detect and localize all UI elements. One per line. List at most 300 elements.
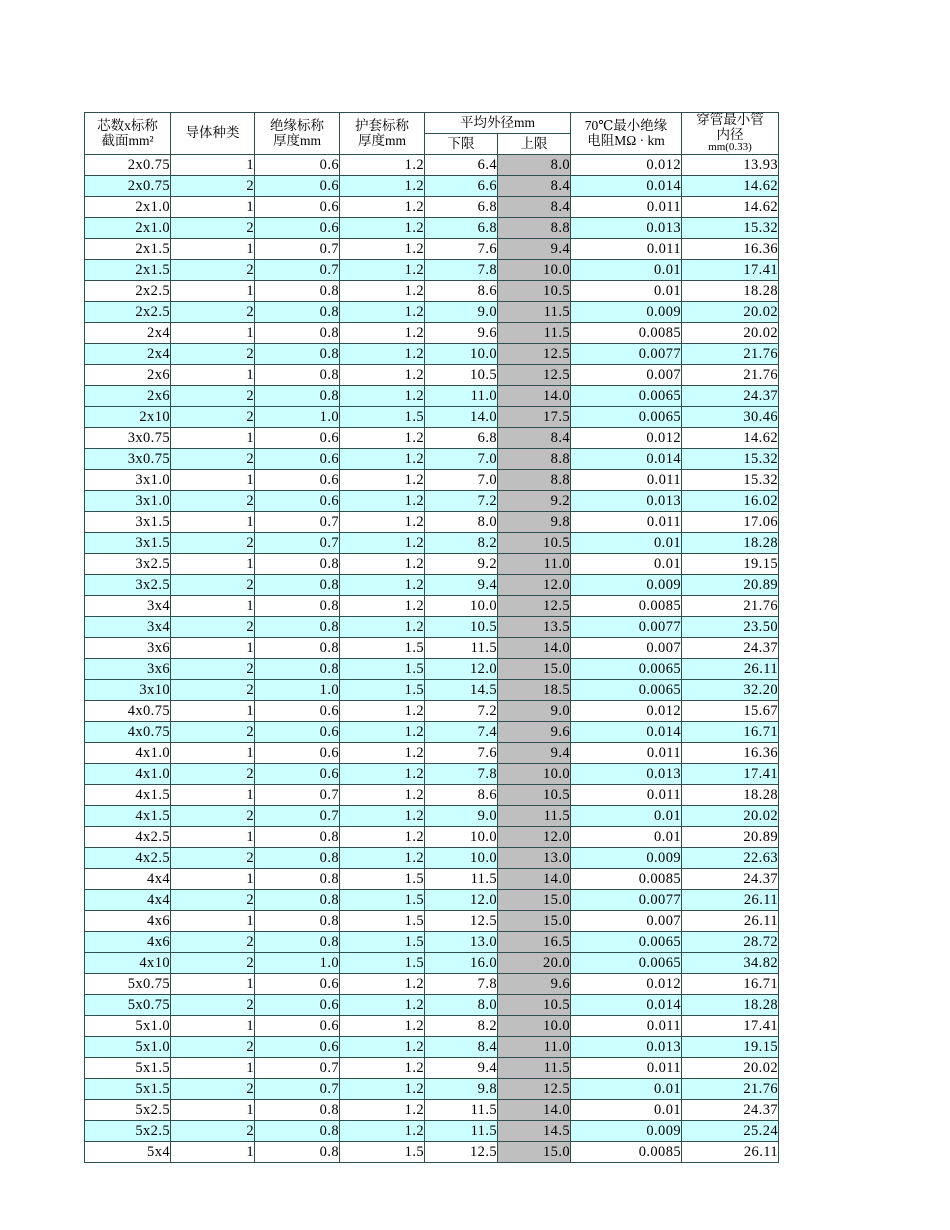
cell-conductor-type[interactable]: 2	[171, 1121, 255, 1142]
table-row[interactable]	[85, 260, 779, 281]
cell-diameter-lower[interactable]: 7.6	[425, 239, 498, 260]
cell-insulation-resistance[interactable]: 0.007	[571, 911, 682, 932]
cell-pipe-inner-diameter[interactable]: 34.82	[682, 953, 779, 974]
cell-insulation-thickness[interactable]: 0.7	[255, 1058, 340, 1079]
cell-pipe-inner-diameter[interactable]: 26.11	[682, 659, 779, 680]
cell-conductor-type[interactable]: 2	[171, 806, 255, 827]
cell-insulation-resistance[interactable]: 0.011	[571, 1016, 682, 1037]
cell-conductor-type[interactable]: 2	[171, 218, 255, 239]
cell-insulation-resistance[interactable]: 0.014	[571, 995, 682, 1016]
table-row[interactable]	[85, 722, 779, 743]
cell-conductor-type[interactable]: 1	[171, 197, 255, 218]
cell-sheath-thickness[interactable]: 1.2	[340, 470, 425, 491]
table-row[interactable]	[85, 911, 779, 932]
cell-sheath-thickness[interactable]: 1.2	[340, 491, 425, 512]
cell-conductor-type[interactable]: 2	[171, 176, 255, 197]
cell-diameter-upper[interactable]: 10.5	[498, 281, 571, 302]
cell-spec[interactable]: 2x2.5	[85, 281, 171, 302]
cell-conductor-type[interactable]: 1	[171, 869, 255, 890]
cell-diameter-upper[interactable]: 15.0	[498, 1142, 571, 1163]
cell-diameter-lower[interactable]: 8.2	[425, 1016, 498, 1037]
cell-diameter-lower[interactable]: 7.2	[425, 491, 498, 512]
cell-conductor-type[interactable]: 2	[171, 1037, 255, 1058]
cell-diameter-upper[interactable]: 15.0	[498, 659, 571, 680]
cell-diameter-upper[interactable]: 11.5	[498, 1058, 571, 1079]
cell-insulation-thickness[interactable]: 0.7	[255, 806, 340, 827]
cell-diameter-upper[interactable]: 11.5	[498, 806, 571, 827]
cell-insulation-thickness[interactable]: 0.8	[255, 911, 340, 932]
cell-insulation-resistance[interactable]: 0.0065	[571, 932, 682, 953]
cell-conductor-type[interactable]: 1	[171, 827, 255, 848]
cell-insulation-thickness[interactable]: 0.6	[255, 995, 340, 1016]
cell-insulation-resistance[interactable]: 0.009	[571, 302, 682, 323]
cell-insulation-resistance[interactable]: 0.0065	[571, 680, 682, 701]
cell-conductor-type[interactable]: 2	[171, 344, 255, 365]
cell-diameter-upper[interactable]: 9.6	[498, 974, 571, 995]
cell-insulation-resistance[interactable]: 0.009	[571, 575, 682, 596]
cell-spec[interactable]: 4x2.5	[85, 827, 171, 848]
cell-sheath-thickness[interactable]: 1.2	[340, 743, 425, 764]
cell-insulation-resistance[interactable]: 0.0085	[571, 869, 682, 890]
cell-pipe-inner-diameter[interactable]: 21.76	[682, 365, 779, 386]
cell-spec[interactable]: 5x1.0	[85, 1037, 171, 1058]
cell-insulation-thickness[interactable]: 0.6	[255, 764, 340, 785]
cell-insulation-resistance[interactable]: 0.011	[571, 239, 682, 260]
table-row[interactable]	[85, 806, 779, 827]
cell-diameter-lower[interactable]: 7.8	[425, 764, 498, 785]
cell-diameter-upper[interactable]: 13.5	[498, 617, 571, 638]
cell-insulation-resistance[interactable]: 0.0065	[571, 407, 682, 428]
cell-conductor-type[interactable]: 1	[171, 638, 255, 659]
cell-sheath-thickness[interactable]: 1.5	[340, 890, 425, 911]
cell-diameter-lower[interactable]: 9.0	[425, 806, 498, 827]
cell-pipe-inner-diameter[interactable]: 20.02	[682, 323, 779, 344]
cell-spec[interactable]: 4x1.0	[85, 743, 171, 764]
cell-diameter-lower[interactable]: 10.0	[425, 596, 498, 617]
cell-conductor-type[interactable]: 1	[171, 1058, 255, 1079]
cell-insulation-thickness[interactable]: 0.6	[255, 197, 340, 218]
cell-conductor-type[interactable]: 2	[171, 302, 255, 323]
cell-pipe-inner-diameter[interactable]: 20.02	[682, 806, 779, 827]
cell-insulation-thickness[interactable]: 0.8	[255, 365, 340, 386]
cell-diameter-upper[interactable]: 12.5	[498, 1079, 571, 1100]
cell-insulation-resistance[interactable]: 0.012	[571, 974, 682, 995]
cell-diameter-upper[interactable]: 12.5	[498, 344, 571, 365]
table-row[interactable]	[85, 953, 779, 974]
table-row[interactable]	[85, 827, 779, 848]
cell-conductor-type[interactable]: 1	[171, 323, 255, 344]
cell-diameter-upper[interactable]: 10.5	[498, 533, 571, 554]
cell-diameter-lower[interactable]: 10.0	[425, 344, 498, 365]
cell-insulation-resistance[interactable]: 0.0065	[571, 953, 682, 974]
table-row[interactable]	[85, 785, 779, 806]
table-row[interactable]	[85, 659, 779, 680]
cell-pipe-inner-diameter[interactable]: 18.28	[682, 281, 779, 302]
cell-diameter-upper[interactable]: 14.0	[498, 1100, 571, 1121]
cell-spec[interactable]: 3x6	[85, 638, 171, 659]
cell-sheath-thickness[interactable]: 1.5	[340, 1142, 425, 1163]
cell-sheath-thickness[interactable]: 1.2	[340, 302, 425, 323]
cell-diameter-lower[interactable]: 9.8	[425, 1079, 498, 1100]
cell-diameter-upper[interactable]: 9.4	[498, 239, 571, 260]
cell-insulation-thickness[interactable]: 0.6	[255, 743, 340, 764]
cell-insulation-resistance[interactable]: 0.0065	[571, 386, 682, 407]
cell-insulation-thickness[interactable]: 0.8	[255, 932, 340, 953]
cell-diameter-lower[interactable]: 16.0	[425, 953, 498, 974]
cell-spec[interactable]: 3x0.75	[85, 449, 171, 470]
cell-spec[interactable]: 2x10	[85, 407, 171, 428]
cell-spec[interactable]: 2x1.5	[85, 260, 171, 281]
cell-conductor-type[interactable]: 1	[171, 1100, 255, 1121]
cell-diameter-lower[interactable]: 7.4	[425, 722, 498, 743]
cell-sheath-thickness[interactable]: 1.2	[340, 848, 425, 869]
cell-sheath-thickness[interactable]: 1.2	[340, 1058, 425, 1079]
table-row[interactable]	[85, 680, 779, 701]
cell-spec[interactable]: 3x1.0	[85, 470, 171, 491]
cell-insulation-resistance[interactable]: 0.0077	[571, 617, 682, 638]
cell-insulation-thickness[interactable]: 0.8	[255, 554, 340, 575]
cell-insulation-resistance[interactable]: 0.014	[571, 176, 682, 197]
cell-conductor-type[interactable]: 2	[171, 1079, 255, 1100]
cell-pipe-inner-diameter[interactable]: 24.37	[682, 386, 779, 407]
cell-pipe-inner-diameter[interactable]: 16.36	[682, 743, 779, 764]
cell-pipe-inner-diameter[interactable]: 18.28	[682, 533, 779, 554]
table-row[interactable]	[85, 764, 779, 785]
cell-insulation-thickness[interactable]: 0.7	[255, 260, 340, 281]
cell-insulation-resistance[interactable]: 0.0077	[571, 890, 682, 911]
cell-insulation-thickness[interactable]: 0.8	[255, 638, 340, 659]
cell-pipe-inner-diameter[interactable]: 15.32	[682, 218, 779, 239]
cell-diameter-upper[interactable]: 8.8	[498, 449, 571, 470]
cell-pipe-inner-diameter[interactable]: 26.11	[682, 890, 779, 911]
cell-diameter-lower[interactable]: 8.0	[425, 512, 498, 533]
cell-diameter-upper[interactable]: 20.0	[498, 953, 571, 974]
cell-pipe-inner-diameter[interactable]: 20.89	[682, 575, 779, 596]
cell-insulation-thickness[interactable]: 0.8	[255, 344, 340, 365]
table-row[interactable]	[85, 218, 779, 239]
cell-insulation-thickness[interactable]: 0.6	[255, 701, 340, 722]
cell-insulation-thickness[interactable]: 0.8	[255, 323, 340, 344]
cell-insulation-thickness[interactable]: 0.6	[255, 155, 340, 176]
cell-diameter-lower[interactable]: 7.6	[425, 743, 498, 764]
cell-insulation-resistance[interactable]: 0.0065	[571, 659, 682, 680]
cell-insulation-thickness[interactable]: 0.8	[255, 1100, 340, 1121]
cell-insulation-resistance[interactable]: 0.01	[571, 260, 682, 281]
cell-diameter-lower[interactable]: 8.4	[425, 1037, 498, 1058]
cell-sheath-thickness[interactable]: 1.2	[340, 1016, 425, 1037]
cell-sheath-thickness[interactable]: 1.5	[340, 659, 425, 680]
cell-spec[interactable]: 2x1.0	[85, 218, 171, 239]
cell-pipe-inner-diameter[interactable]: 16.71	[682, 722, 779, 743]
cell-spec[interactable]: 5x1.5	[85, 1058, 171, 1079]
cell-conductor-type[interactable]: 1	[171, 155, 255, 176]
cell-conductor-type[interactable]: 2	[171, 533, 255, 554]
cell-diameter-lower[interactable]: 8.0	[425, 995, 498, 1016]
cell-conductor-type[interactable]: 2	[171, 617, 255, 638]
cell-insulation-resistance[interactable]: 0.0077	[571, 344, 682, 365]
cell-conductor-type[interactable]: 2	[171, 260, 255, 281]
cell-insulation-resistance[interactable]: 0.013	[571, 1037, 682, 1058]
cell-insulation-resistance[interactable]: 0.013	[571, 218, 682, 239]
cell-diameter-lower[interactable]: 12.0	[425, 659, 498, 680]
cell-insulation-thickness[interactable]: 1.0	[255, 407, 340, 428]
cell-insulation-resistance[interactable]: 0.013	[571, 491, 682, 512]
cell-pipe-inner-diameter[interactable]: 18.28	[682, 995, 779, 1016]
cell-sheath-thickness[interactable]: 1.2	[340, 1037, 425, 1058]
cell-pipe-inner-diameter[interactable]: 30.46	[682, 407, 779, 428]
cell-insulation-thickness[interactable]: 0.6	[255, 470, 340, 491]
cell-insulation-resistance[interactable]: 0.013	[571, 764, 682, 785]
cell-spec[interactable]: 3x4	[85, 596, 171, 617]
cell-conductor-type[interactable]: 1	[171, 1142, 255, 1163]
cell-diameter-upper[interactable]: 8.4	[498, 176, 571, 197]
cell-diameter-lower[interactable]: 9.4	[425, 1058, 498, 1079]
cell-insulation-resistance[interactable]: 0.0085	[571, 596, 682, 617]
table-row[interactable]	[85, 365, 779, 386]
cell-spec[interactable]: 4x1.5	[85, 785, 171, 806]
table-row[interactable]	[85, 281, 779, 302]
cell-insulation-thickness[interactable]: 0.7	[255, 512, 340, 533]
cell-sheath-thickness[interactable]: 1.2	[340, 974, 425, 995]
table-row[interactable]	[85, 890, 779, 911]
cell-diameter-upper[interactable]: 8.4	[498, 428, 571, 449]
cell-sheath-thickness[interactable]: 1.2	[340, 827, 425, 848]
cell-pipe-inner-diameter[interactable]: 23.50	[682, 617, 779, 638]
cell-spec[interactable]: 4x0.75	[85, 722, 171, 743]
cell-spec[interactable]: 4x6	[85, 911, 171, 932]
cell-sheath-thickness[interactable]: 1.2	[340, 218, 425, 239]
table-row[interactable]	[85, 1121, 779, 1142]
cell-insulation-resistance[interactable]: 0.012	[571, 701, 682, 722]
cell-sheath-thickness[interactable]: 1.5	[340, 407, 425, 428]
cell-spec[interactable]: 4x2.5	[85, 848, 171, 869]
cell-insulation-thickness[interactable]: 0.6	[255, 176, 340, 197]
cell-insulation-thickness[interactable]: 0.7	[255, 533, 340, 554]
table-row[interactable]	[85, 1016, 779, 1037]
table-row[interactable]	[85, 1058, 779, 1079]
table-row[interactable]	[85, 1079, 779, 1100]
cell-sheath-thickness[interactable]: 1.2	[340, 176, 425, 197]
table-row[interactable]	[85, 869, 779, 890]
cell-spec[interactable]: 3x0.75	[85, 428, 171, 449]
cell-pipe-inner-diameter[interactable]: 32.20	[682, 680, 779, 701]
cell-sheath-thickness[interactable]: 1.2	[340, 764, 425, 785]
cell-sheath-thickness[interactable]: 1.2	[340, 785, 425, 806]
cell-diameter-upper[interactable]: 14.0	[498, 638, 571, 659]
cell-insulation-thickness[interactable]: 0.8	[255, 1142, 340, 1163]
cell-insulation-thickness[interactable]: 0.8	[255, 575, 340, 596]
cell-sheath-thickness[interactable]: 1.2	[340, 281, 425, 302]
cell-spec[interactable]: 3x2.5	[85, 554, 171, 575]
cell-diameter-upper[interactable]: 9.2	[498, 491, 571, 512]
cell-spec[interactable]: 5x2.5	[85, 1121, 171, 1142]
cell-sheath-thickness[interactable]: 1.5	[340, 869, 425, 890]
cell-spec[interactable]: 3x10	[85, 680, 171, 701]
cell-diameter-upper[interactable]: 10.0	[498, 1016, 571, 1037]
cell-diameter-lower[interactable]: 9.6	[425, 323, 498, 344]
cell-diameter-lower[interactable]: 14.5	[425, 680, 498, 701]
cell-conductor-type[interactable]: 1	[171, 365, 255, 386]
cell-pipe-inner-diameter[interactable]: 15.32	[682, 449, 779, 470]
cell-diameter-upper[interactable]: 11.0	[498, 1037, 571, 1058]
cell-diameter-lower[interactable]: 8.6	[425, 785, 498, 806]
cell-diameter-lower[interactable]: 11.5	[425, 1100, 498, 1121]
cell-insulation-resistance[interactable]: 0.012	[571, 155, 682, 176]
cell-sheath-thickness[interactable]: 1.2	[340, 575, 425, 596]
cell-insulation-thickness[interactable]: 0.6	[255, 722, 340, 743]
cell-sheath-thickness[interactable]: 1.2	[340, 323, 425, 344]
table-row[interactable]	[85, 512, 779, 533]
table-row[interactable]	[85, 701, 779, 722]
cell-pipe-inner-diameter[interactable]: 20.02	[682, 302, 779, 323]
cell-pipe-inner-diameter[interactable]: 28.72	[682, 932, 779, 953]
cell-sheath-thickness[interactable]: 1.2	[340, 995, 425, 1016]
cell-spec[interactable]: 2x0.75	[85, 176, 171, 197]
cell-sheath-thickness[interactable]: 1.5	[340, 638, 425, 659]
cell-insulation-resistance[interactable]: 0.01	[571, 554, 682, 575]
cell-diameter-upper[interactable]: 9.0	[498, 701, 571, 722]
cell-sheath-thickness[interactable]: 1.2	[340, 155, 425, 176]
cell-diameter-upper[interactable]: 10.0	[498, 764, 571, 785]
cell-diameter-upper[interactable]: 11.0	[498, 554, 571, 575]
cell-diameter-lower[interactable]: 6.8	[425, 428, 498, 449]
cell-conductor-type[interactable]: 1	[171, 701, 255, 722]
table-row[interactable]	[85, 1100, 779, 1121]
cell-diameter-upper[interactable]: 14.0	[498, 386, 571, 407]
cell-pipe-inner-diameter[interactable]: 24.37	[682, 1100, 779, 1121]
cell-pipe-inner-diameter[interactable]: 14.62	[682, 197, 779, 218]
cell-diameter-lower[interactable]: 11.5	[425, 869, 498, 890]
cell-diameter-lower[interactable]: 10.0	[425, 848, 498, 869]
cell-insulation-thickness[interactable]: 1.0	[255, 680, 340, 701]
cell-conductor-type[interactable]: 1	[171, 743, 255, 764]
cell-conductor-type[interactable]: 1	[171, 470, 255, 491]
cell-insulation-resistance[interactable]: 0.012	[571, 428, 682, 449]
cell-conductor-type[interactable]: 1	[171, 1016, 255, 1037]
table-row[interactable]	[85, 197, 779, 218]
cell-diameter-lower[interactable]: 6.8	[425, 197, 498, 218]
cell-insulation-resistance[interactable]: 0.01	[571, 1079, 682, 1100]
table-row[interactable]	[85, 575, 779, 596]
cell-diameter-lower[interactable]: 6.6	[425, 176, 498, 197]
cell-insulation-thickness[interactable]: 0.6	[255, 974, 340, 995]
cell-diameter-lower[interactable]: 12.5	[425, 1142, 498, 1163]
cell-diameter-lower[interactable]: 13.0	[425, 932, 498, 953]
table-row[interactable]	[85, 1037, 779, 1058]
cell-diameter-lower[interactable]: 9.4	[425, 575, 498, 596]
cell-diameter-upper[interactable]: 8.0	[498, 155, 571, 176]
table-row[interactable]	[85, 533, 779, 554]
cell-diameter-upper[interactable]: 9.8	[498, 512, 571, 533]
cell-pipe-inner-diameter[interactable]: 17.06	[682, 512, 779, 533]
cell-diameter-lower[interactable]: 9.0	[425, 302, 498, 323]
cell-insulation-thickness[interactable]: 1.0	[255, 953, 340, 974]
cell-conductor-type[interactable]: 2	[171, 890, 255, 911]
cell-diameter-upper[interactable]: 15.0	[498, 890, 571, 911]
cell-diameter-upper[interactable]: 8.4	[498, 197, 571, 218]
table-row[interactable]	[85, 995, 779, 1016]
cell-insulation-thickness[interactable]: 0.8	[255, 1121, 340, 1142]
cell-pipe-inner-diameter[interactable]: 20.02	[682, 1058, 779, 1079]
cell-insulation-thickness[interactable]: 0.6	[255, 218, 340, 239]
cell-pipe-inner-diameter[interactable]: 17.41	[682, 1016, 779, 1037]
cell-pipe-inner-diameter[interactable]: 19.15	[682, 554, 779, 575]
table-row[interactable]	[85, 596, 779, 617]
cell-insulation-resistance[interactable]: 0.009	[571, 1121, 682, 1142]
cell-insulation-resistance[interactable]: 0.007	[571, 365, 682, 386]
cell-pipe-inner-diameter[interactable]: 17.41	[682, 260, 779, 281]
cell-diameter-lower[interactable]: 11.5	[425, 638, 498, 659]
cell-spec[interactable]: 5x2.5	[85, 1100, 171, 1121]
cell-conductor-type[interactable]: 1	[171, 974, 255, 995]
cell-diameter-lower[interactable]: 7.8	[425, 260, 498, 281]
cell-diameter-upper[interactable]: 11.5	[498, 323, 571, 344]
cell-diameter-upper[interactable]: 10.0	[498, 260, 571, 281]
cell-diameter-upper[interactable]: 12.0	[498, 827, 571, 848]
cell-pipe-inner-diameter[interactable]: 21.76	[682, 344, 779, 365]
cell-spec[interactable]: 2x6	[85, 365, 171, 386]
cell-diameter-lower[interactable]: 10.0	[425, 827, 498, 848]
table-row[interactable]	[85, 323, 779, 344]
cell-pipe-inner-diameter[interactable]: 17.41	[682, 764, 779, 785]
cell-conductor-type[interactable]: 2	[171, 953, 255, 974]
cell-conductor-type[interactable]: 1	[171, 911, 255, 932]
cell-conductor-type[interactable]: 2	[171, 764, 255, 785]
table-row[interactable]	[85, 239, 779, 260]
table-row[interactable]	[85, 155, 779, 176]
cell-conductor-type[interactable]: 1	[171, 785, 255, 806]
cell-pipe-inner-diameter[interactable]: 24.37	[682, 869, 779, 890]
cell-pipe-inner-diameter[interactable]: 21.76	[682, 1079, 779, 1100]
table-row[interactable]	[85, 386, 779, 407]
table-row[interactable]	[85, 932, 779, 953]
cell-insulation-resistance[interactable]: 0.011	[571, 743, 682, 764]
cell-diameter-upper[interactable]: 9.4	[498, 743, 571, 764]
cell-sheath-thickness[interactable]: 1.5	[340, 680, 425, 701]
cell-conductor-type[interactable]: 2	[171, 848, 255, 869]
cell-conductor-type[interactable]: 2	[171, 575, 255, 596]
cell-insulation-thickness[interactable]: 0.8	[255, 281, 340, 302]
cell-diameter-upper[interactable]: 11.5	[498, 302, 571, 323]
cell-pipe-inner-diameter[interactable]: 19.15	[682, 1037, 779, 1058]
cell-insulation-resistance[interactable]: 0.014	[571, 449, 682, 470]
cell-conductor-type[interactable]: 1	[171, 596, 255, 617]
cell-insulation-thickness[interactable]: 0.6	[255, 449, 340, 470]
cell-diameter-lower[interactable]: 7.0	[425, 449, 498, 470]
cell-pipe-inner-diameter[interactable]: 18.28	[682, 785, 779, 806]
cell-insulation-thickness[interactable]: 0.6	[255, 1037, 340, 1058]
table-row[interactable]	[85, 638, 779, 659]
cell-diameter-lower[interactable]: 10.5	[425, 617, 498, 638]
cell-diameter-upper[interactable]: 12.5	[498, 365, 571, 386]
cell-pipe-inner-diameter[interactable]: 26.11	[682, 911, 779, 932]
cell-conductor-type[interactable]: 1	[171, 281, 255, 302]
cell-diameter-lower[interactable]: 6.4	[425, 155, 498, 176]
cell-pipe-inner-diameter[interactable]: 24.37	[682, 638, 779, 659]
cell-diameter-upper[interactable]: 17.5	[498, 407, 571, 428]
cell-conductor-type[interactable]: 2	[171, 932, 255, 953]
cell-spec[interactable]: 4x1.5	[85, 806, 171, 827]
cell-insulation-thickness[interactable]: 0.6	[255, 1016, 340, 1037]
cell-sheath-thickness[interactable]: 1.2	[340, 260, 425, 281]
cell-spec[interactable]: 5x4	[85, 1142, 171, 1163]
cell-sheath-thickness[interactable]: 1.5	[340, 911, 425, 932]
cell-sheath-thickness[interactable]: 1.2	[340, 722, 425, 743]
cell-sheath-thickness[interactable]: 1.5	[340, 953, 425, 974]
cell-pipe-inner-diameter[interactable]: 13.93	[682, 155, 779, 176]
cell-diameter-lower[interactable]: 7.0	[425, 470, 498, 491]
cell-insulation-thickness[interactable]: 0.7	[255, 239, 340, 260]
